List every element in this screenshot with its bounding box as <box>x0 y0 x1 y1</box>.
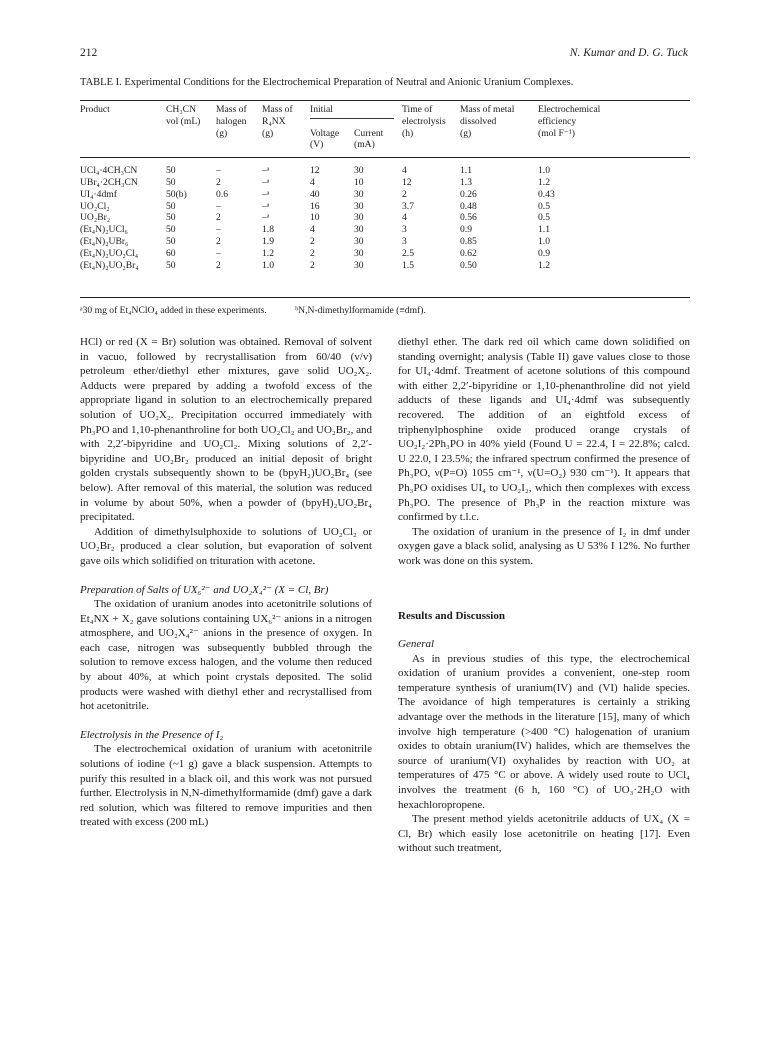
cell-product: UI₄·4dmf <box>80 188 117 200</box>
cell-voltage: 16 <box>310 200 320 212</box>
cell-r4nx: 1.0 <box>262 259 274 271</box>
col-header-time: Time of <box>402 104 433 115</box>
cell-time: 1.5 <box>402 259 414 271</box>
cell-metal: 0.85 <box>460 235 477 247</box>
cell-voltage: 2 <box>310 259 315 271</box>
cell-r4nx: –ᵃ <box>262 212 270 224</box>
table-title: TABLE I. Experimental Conditions for the Electrochemical Preparation of Neutral and Anionic Uranium Complexes. <box>80 77 574 88</box>
cell-metal: 1.3 <box>460 176 472 188</box>
cell-current: 30 <box>354 247 364 259</box>
cell-current: 30 <box>354 188 364 200</box>
subsection-heading-general: General <box>398 638 435 651</box>
cell-product: (Et₄N)₂UO₂Cl₄ <box>80 247 139 259</box>
cell-time: 3 <box>402 224 407 236</box>
table-row <box>80 260 690 272</box>
table-row <box>80 248 690 260</box>
right-column <box>398 335 690 856</box>
col-header-current: Current <box>354 127 384 139</box>
col-header-product: Product <box>80 104 110 115</box>
cell-ch3cn: 50 <box>166 165 176 177</box>
initial-subrule <box>310 118 394 119</box>
col-header-initial: Initial <box>310 104 333 115</box>
table-row <box>80 165 690 177</box>
cell-eff: 1.2 <box>538 259 550 271</box>
cell-time: 4 <box>402 212 407 224</box>
cell-metal: 0.9 <box>460 224 472 236</box>
cell-voltage: 12 <box>310 165 320 177</box>
col-header-halogen: Mass of <box>216 104 247 115</box>
table-row <box>80 236 690 248</box>
cell-time: 3.7 <box>402 200 414 212</box>
paragraph: Addition of dimethylsulphoxide to solutions of UO₂Cl₂ or UO₂Br₂ produced a clear solution, but evaporation of solvent gave oils which solidified on trituration with acetone. <box>80 525 372 567</box>
section-heading-results: Results and Discussion <box>398 609 505 622</box>
conditions-table <box>80 104 690 271</box>
cell-ch3cn: 60 <box>166 247 176 259</box>
cell-time: 12 <box>402 176 412 188</box>
cell-current: 30 <box>354 224 364 236</box>
table-row <box>80 177 690 189</box>
header-row-2: vol (mL) halogen R₄NX electrolysis dissolved efficiency <box>166 115 577 127</box>
header-row-4: (V) (mA) <box>310 139 375 151</box>
cell-halogen: 2 <box>216 212 221 224</box>
left-column <box>80 335 372 830</box>
page-number: 212 <box>80 47 98 59</box>
header-row-1 <box>80 104 690 116</box>
cell-metal: 0.26 <box>460 188 477 200</box>
cell-product: (Et₄N)₂UBr₆ <box>80 235 129 247</box>
cell-time: 4 <box>402 165 407 177</box>
cell-voltage: 40 <box>310 188 320 200</box>
section-heading-salts: Preparation of Salts of UX₆²⁻ and UO₂X₄²⁻ (X = Cl, Br) <box>80 583 329 596</box>
col-header-metal: Mass of metal <box>460 104 515 115</box>
cell-voltage: 4 <box>310 224 315 236</box>
cell-time: 2.5 <box>402 247 414 259</box>
table-top-rule <box>80 100 690 101</box>
paragraph: The present method yields acetonitrile adducts of UX₄ (X = Cl, Br) which easily lose acetonitrile on heating [17]. Even without such treatment, <box>398 813 690 855</box>
cell-voltage: 2 <box>310 247 315 259</box>
table-row <box>80 224 690 236</box>
section-heading-iodine: Electrolysis in the Presence of I₂ <box>80 728 224 741</box>
cell-time: 2 <box>402 188 407 200</box>
table-header-rule <box>80 157 690 158</box>
cell-r4nx: –ᵃ <box>262 176 270 188</box>
cell-halogen: 0.6 <box>216 188 228 200</box>
cell-metal: 1.1 <box>460 165 472 177</box>
table-row <box>80 189 690 201</box>
cell-halogen: – <box>216 200 221 212</box>
cell-ch3cn: 50 <box>166 235 176 247</box>
cell-product: (Et₄N)₂UO₂Br₄ <box>80 259 139 271</box>
table-row <box>80 201 690 213</box>
cell-eff: 1.2 <box>538 176 550 188</box>
cell-ch3cn: 50 <box>166 200 176 212</box>
paragraph: HCl) or red (X = Br) solution was obtained. Removal of solvent in vacuo, followed by recrystallisation from 60/40 (v/v) petroleum ether/diethyl ether mixtures, gave solid UO₂X₂. Adducts were prepared by adding a twofold excess of the appropriate ligand in solution to an electrochemically prepared solution of UO₂X₂. Precipitation occurred immediately with Ph₃PO and 1,10-phenanthroline for both UO₂Cl₂ and UO₂Br₂, and with 2,2′-bipyridine and UO₂Cl₂. Mixing solutions of 2,2′-bipyridine and UO₂Br₂ produced an initial deposit of bright golden crystals subsequently shown to be (bpyH₂)UO₂Br₄ (see below). After removal of this material, the solution was reduced in volume by about 50%, when a powder of (bpyH)₂UO₂Br₄ precipitated. <box>80 336 372 524</box>
cell-ch3cn: 50(b) <box>166 188 187 200</box>
cell-eff: 0.5 <box>538 200 550 212</box>
cell-voltage: 2 <box>310 235 315 247</box>
table-footnotes <box>80 305 700 316</box>
cell-product: UO₂Br₂ <box>80 212 111 224</box>
col-header-ch3cn: CH₃CN <box>166 104 196 115</box>
cell-r4nx: –ᵃ <box>262 188 270 200</box>
cell-current: 30 <box>354 235 364 247</box>
cell-halogen: 2 <box>216 176 221 188</box>
cell-metal: 0.50 <box>460 259 477 271</box>
footnote-b: ᵇN,N-dimethylformamide (≡dmf). <box>295 305 426 316</box>
cell-metal: 0.56 <box>460 212 477 224</box>
footnote-a: ᵃ30 mg of Et₄NClO₄ added in these experiments. <box>80 305 267 316</box>
paragraph: The electrochemical oxidation of uranium with acetonitrile solutions of iodine (~1 g) gave a black suspension. Attempts to purify this resulted in a black oil, and this work was not pursued further. Electrolysis in N,N-dimethylformamide (dmf) gave a dark red solution, which was filtered to remove impurities and then treated with excess (200 mL) <box>80 743 372 829</box>
paragraph: diethyl ether. The dark red oil which came down solidified on standing overnight; analysis (Table II) gave values close to those for UI₄·4dmf. Treatment of acetone solutions of this compound with either 2,2′-bipyridine or 1,10-phenanthroline did not yield adducts of these ligands and UI₄·4dmf was subsequently recovered. The addition of an eightfold excess of triphenylphosphine oxide produced orange crystals of UO₂I₂·2Ph₃PO in 40% yield (Found U = 22.4, I = 22.8%; calcd. U 22.0, I 23.5%; the infrared spectrum confirmed the presence of Ph₃PO, ν(P=O) 1055 cm⁻¹, ν(U=O₂) 930 cm⁻¹). It appears that Ph₃PO oxidises UI₄ to UO₂I₂, which then complexes with excess Ph₃PO. The presence of Ph₃P in the reaction mixture was confirmed by t.l.c. <box>398 336 690 524</box>
table-bottom-rule <box>80 297 690 298</box>
cell-r4nx: 1.8 <box>262 224 274 236</box>
cell-product: UCl₄·4CH₃CN <box>80 165 138 177</box>
cell-halogen: 2 <box>216 259 221 271</box>
paragraph: The oxidation of uranium anodes into acetonitrile solutions of Et₄NX + X₂ gave solutions containing UX₆²⁻ anions in a nitrogen atmosphere, and UO₂X₄²⁻ anions in the presence of oxygen. In each case, nitrogen was subsequently bubbled through the solution to remove excess halogen, and the volume then reduced by about 40%, at which point crystals deposited. The solid products were washed with diethyl ether and recrystallised from hot acetonitrile. <box>80 598 372 713</box>
col-header-voltage: Voltage <box>310 127 340 139</box>
cell-ch3cn: 50 <box>166 176 176 188</box>
cell-voltage: 10 <box>310 212 320 224</box>
cell-ch3cn: 50 <box>166 259 176 271</box>
table-row <box>80 212 690 224</box>
cell-metal: 0.62 <box>460 247 477 259</box>
cell-halogen: – <box>216 247 221 259</box>
col-header-r4nx: Mass of <box>262 104 293 115</box>
cell-eff: 1.1 <box>538 224 550 236</box>
cell-time: 3 <box>402 235 407 247</box>
cell-r4nx: –ᵃ <box>262 200 270 212</box>
cell-product: UBr₄·2CH₃CN <box>80 176 138 188</box>
cell-eff: 0.9 <box>538 247 550 259</box>
cell-ch3cn: 50 <box>166 224 176 236</box>
paragraph: The oxidation of uranium in the presence of I₂ in dmf under oxygen gave a black solid, analysing as U 53% I 12%. No further work was done on this system. <box>398 525 690 567</box>
cell-product: (Et₄N)₂UCl₆ <box>80 224 128 236</box>
cell-eff: 0.43 <box>538 188 555 200</box>
cell-eff: 1.0 <box>538 235 550 247</box>
running-header-authors: N. Kumar and D. G. Tuck <box>569 47 688 59</box>
cell-product: UO₂Cl₂ <box>80 200 110 212</box>
cell-eff: 1.0 <box>538 165 550 177</box>
cell-halogen: 2 <box>216 235 221 247</box>
cell-ch3cn: 50 <box>166 212 176 224</box>
cell-eff: 0.5 <box>538 212 550 224</box>
header-row-3: (g) (g) Voltage Current (h) (g) (mol F⁻¹) <box>216 127 575 139</box>
cell-metal: 0.48 <box>460 200 477 212</box>
paragraph: As in previous studies of this type, the electrochemical oxidation of uranium provides a convenient, one-step room temperature synthesis of uranium(IV) and (VI) halide species. The avoidance of high temperatures is certainly a striking advantage over the methods in the literature [15], many of which involve high temperature (>400 °C) halogenation of uranium oxides to obtain uranium(IV) halides, which are themselves the source of uranium(VI) oxyhalides by reaction with UO₂ at temperatures of 475 °C or above. A widely used route to UCl₄ involves the treatment (6 h, 160 °C) of UO₃·2H₂O with hexachloropropene. <box>398 652 690 811</box>
cell-r4nx: 1.9 <box>262 235 274 247</box>
cell-current: 30 <box>354 259 364 271</box>
cell-voltage: 4 <box>310 176 315 188</box>
cell-current: 30 <box>354 200 364 212</box>
cell-current: 10 <box>354 176 364 188</box>
cell-current: 30 <box>354 212 364 224</box>
cell-current: 30 <box>354 165 364 177</box>
cell-r4nx: 1.2 <box>262 247 274 259</box>
cell-halogen: – <box>216 224 221 236</box>
cell-r4nx: –ᵃ <box>262 165 270 177</box>
cell-halogen: – <box>216 165 221 177</box>
col-header-eff: Electrochemical <box>538 104 601 115</box>
